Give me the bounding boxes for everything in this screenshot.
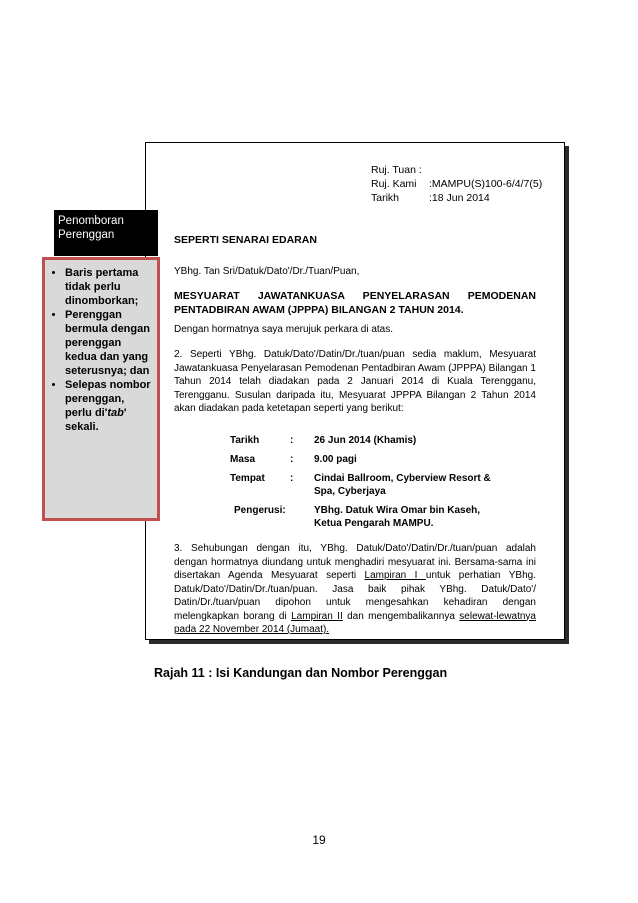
meeting-value: 26 Jun 2014 (Khamis) <box>314 435 417 446</box>
callout-bullet-text: Selepas nombor perenggan, perlu di' <box>65 379 151 419</box>
meeting-colon: : <box>290 435 294 446</box>
meeting-colon: : <box>290 473 294 484</box>
reference-block <box>371 163 542 205</box>
letter-sample <box>145 142 565 640</box>
meeting-row-time <box>230 453 534 466</box>
meeting-key: Masa <box>230 454 256 465</box>
meeting-colon: : <box>290 454 294 465</box>
subject-line-1: MESYUARAT JAWATANKUASA PENYELARASAN PEMODENAN <box>174 290 536 302</box>
greeting: Dengan hormatnya saya merujuk perkara di atas. <box>174 324 394 335</box>
date-label: Tarikh <box>371 192 400 204</box>
callout-bullet: • Perenggan bermula dengan perenggan kedua dan yang seterusnya; dan <box>65 308 153 378</box>
paragraph-2: 2. Seperti YBhg. Datuk/Dato'/Datin/Dr./tuan/puan sedia maklum, Mesyuarat Jawatankuasa Penyelarasan Pemodenan Pentadbiran Awam (JPPPA) Bilangan 1 Tahun 2014 telah diadakan pada 2 Januari 2014 di Kuala Terengganu, Terengganu. Susulan daripada itu, Mesyuarat JPPPA Bilangan 2 Tahun 2014 akan diadakan pada ketetapan seperti yang berikut: <box>174 349 536 414</box>
paragraph-3 <box>174 542 536 637</box>
meeting-value: Cindai Ballroom, Cyberview Resort & Spa, Cyberjaya <box>314 473 491 497</box>
figure-caption: Rajah 11 : Isi Kandungan dan Nombor Perenggan <box>154 666 448 680</box>
meeting-key: Tempat <box>230 473 265 484</box>
meeting-details <box>230 434 534 536</box>
meeting-key: Tarikh <box>230 435 260 446</box>
lampiran-1-link: Lampiran I <box>364 570 426 581</box>
ref-kami-label: Ruj. Kami <box>371 178 417 190</box>
subject <box>174 290 536 317</box>
meeting-value: 9.00 pagi <box>314 454 357 465</box>
subject-line-2: PENTADBIRAN AWAM (JPPPA) BILANGAN 2 TAHUN 2014. <box>174 303 464 316</box>
paragraph-3-text-c: dan mengembalikannya <box>342 610 460 622</box>
meeting-key: Pengerusi: <box>234 505 286 516</box>
page-number: 19 <box>312 833 326 847</box>
ref-tuan-label: Ruj. Tuan : <box>371 164 422 176</box>
callout-list <box>53 266 153 434</box>
meeting-row-venue <box>230 472 534 498</box>
meeting-row-date <box>230 434 534 447</box>
callout-bullet: • Baris pertama tidak perlu dinomborkan; <box>65 266 153 308</box>
callout-note <box>42 257 160 521</box>
date-value: :18 Jun 2014 <box>429 192 490 204</box>
callout-bullet-end: ' sekali. <box>65 407 127 433</box>
callout-bullet <box>65 378 153 434</box>
meeting-colon <box>290 504 314 530</box>
callout-header: Penomboran Perenggan <box>54 210 158 256</box>
meeting-row-chair <box>230 504 534 530</box>
salutation: YBhg. Tan Sri/Datuk/Dato'/Dr./Tuan/Puan, <box>174 266 360 277</box>
callout-italic-tab: tab <box>107 407 124 419</box>
paragraph-3-text-b: untuk perhatian YBhg. Datuk/Dato'/Datin/Dr./tuan/puan. Jasa baik pihak YBhg. Datuk/Dato'/ Datin/Dr./tuan/puan dipohon untuk mengesahkan kehadiran dengan melengkapkan borang di <box>174 570 536 622</box>
lampiran-2-link: Lampiran II <box>291 610 343 622</box>
ref-kami-value: :MAMPU(S)100-6/4/7(5) <box>429 178 543 190</box>
paragraph-3-text-a: 3. Sehubungan dengan itu, YBhg. Datuk/Dato'/Datin/Dr./tuan/puan adalah dengan hormatnya diundang untuk menghadiri mesyuarat ini. Bersama-sama ini disertakan Agenda Mesyuarat seperti <box>174 543 536 581</box>
meeting-value: YBhg. Datuk Wira Omar bin Kaseh, Ketua Pengarah MAMPU. <box>314 505 481 529</box>
circular-heading: SEPERTI SENARAI EDARAN <box>174 234 317 246</box>
deadline-text: selewat-lewatnya pada 22 November 2014 (Jumaat). <box>174 610 536 635</box>
